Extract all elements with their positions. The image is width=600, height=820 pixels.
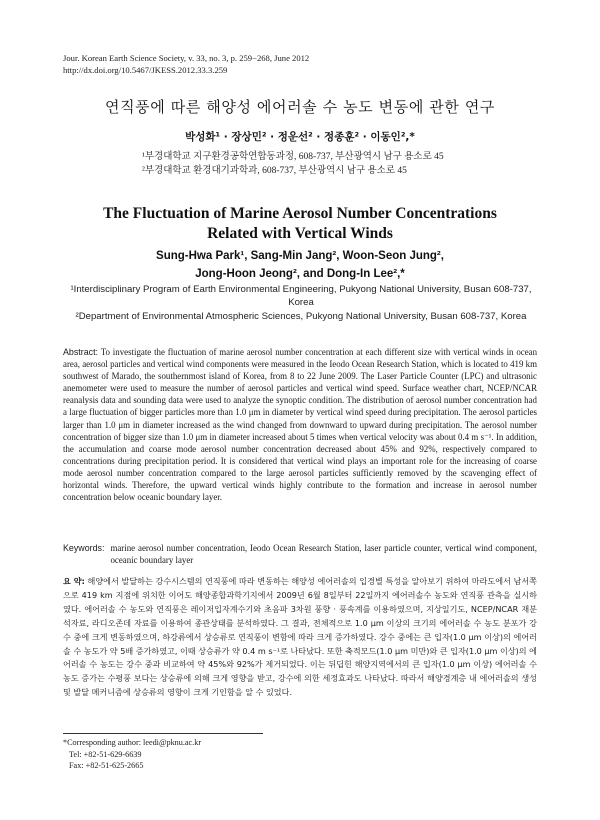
fax: Fax: +82-51-625-2665 [69, 761, 144, 771]
english-authors-line-2: Jong-Hoon Jeong², and Dong-In Lee²,* [195, 268, 405, 280]
english-authors [0, 247, 600, 283]
english-affiliation-2: ²Department of Environmental Atmospheric Sciences, Pukyong National University, Busan 608-737, Korea [75, 311, 527, 322]
abstract-label: Abstract: [63, 347, 99, 357]
korean-authors: 박성화¹ · 장상민² · 정운선² · 정종훈² · 이동인²,* [185, 131, 415, 143]
english-title [0, 204, 600, 244]
korean-abstract-text: 해양에서 발달하는 강수시스템의 연직풍에 따라 변동하는 해양성 에어러솔의 입경별 특성을 알아보기 위하여 마라도에서 남서쪽으로 419 km 지점에 위치한 이어도 해양종합과학기지에서 2009년 6월 8일부터 22일까지 에어러솔수 농도와 연직풍 관측을 실시하였다. 에어러솔 수 농도와 연직풍은 레이저입자계수기와 초음파 3차원 풍향 · 풍속계를 이용하였으며, 지상일기도, NCEP/NCAR 재분석자료, 라디오존데 자료를 이용하여 종관상태를 분석하였다. 그 결과, 전체적으로 1.0 μm 이상의 크기의 에어러솔 수 농도 분포가 강수 중에 크게 변동하였으며, 하강류에서 상승류로 연직풍이 변함에 따라 크게 증가하였다. 강수 중에는 큰 입자(1.0 μm 이상)의 에어러솔 수 농도가 약 5배 증가하였고, 이때 상승류가 약 0.4 m s⁻¹로 나타났다. 또한 축적모드(1.0 μm 미만)와 큰 입자(1.0 μm 이상)의 에어러솔 수 농도는 강수 중과 비교하여 약 45%와 92%가 제거되었다. 이는 뒤딥힌 해양지역에서의 큰 입자(1.0 μm 이상) 에어러솔 수 농도 증가는 수평풍 보다는 상승류에 의해 크게 영향을 받고, 강수에 의한 세정효과도 나타났다. 따라서 해양경계층 내 에어러솔의 생성 및 발달 메커니즘에 상승류의 영향이 크게 기인함을 알 수 있었다. [63, 576, 538, 698]
corresponding-author: *Corresponding author: leedi@pknu.ac.kr [63, 738, 202, 747]
korean-abstract [63, 575, 537, 700]
korean-affiliations [142, 150, 444, 178]
korean-abstract-label: 요 약: [63, 576, 85, 586]
korean-title: 연직풍에 따른 해양성 에어러솔 수 농도 변동에 관한 연구 [104, 98, 496, 116]
footnote-divider [63, 733, 263, 734]
english-title-line-1: The Fluctuation of Marine Aerosol Number Concentrations [103, 205, 497, 222]
keywords [63, 542, 537, 566]
telephone: Tel: +82-51-629-6639 [69, 749, 142, 759]
korean-affiliation-2: ²부경대학교 환경대기과학과, 608-737, 부산광역시 남구 용소로 45 [142, 166, 407, 176]
abstract-text: To investigate the fluctuation of marine aerosol number concentration at each different size with vertical winds in ocean area, aerosol particles and vertical wind components were measured in the Ieodo Ocean Research Station, which is located to 419 km southwest of Marado, the southernmost island of Korea, from 8 to 22 June 2009. The Laser Particle Counter (LPC) and ultrasonic anemometer were used to measure the number of aerosol particles and vertical wind speed. Surface weather chart, NCEP/NCAR reanalysis data and sounding data were used to analyze the synoptic condition. The distribution of aerosol number concentration had a large fluctuation of bigger particles more than 1.0 μm in diameter by vertical wind speed during precipitation. The aerosol particles larger than 1.0 μm in diameter increased as the wind changed from downward to upward during precipitation. The aerosol number concentration of bigger size than 1.0 μm in diameter increased about 5 times when vertical velocity was about 0.4 m s⁻¹. In addition, the accumulation and coarse mode aerosol number concentration decreased about 45% and 92%, respectively compared to concentrations during precipitation period. It is considered that vertical wind plays an important role for the increasing of coarse mode aerosol number concentration compared to the large aerosol particles sufficiently removed by the scavenging effect of horizontal winds. Therefore, the upward vertical winds highly contribute to the formation and increase in aerosol number concentration below oceanic boundary layer. [63, 347, 538, 503]
english-authors-line-1: Sung-Hwa Park¹, Sang-Min Jang², Woon-Seon Jung², [156, 250, 444, 262]
korean-affiliation-1: ¹부경대학교 지구환경공학연합동과정, 608-737, 부산광역시 남구 용소로 45 [142, 152, 444, 162]
english-title-line-2: Related with Vertical Winds [207, 225, 393, 242]
journal-header [63, 52, 309, 76]
english-affiliations [60, 283, 542, 324]
english-affiliation-1: ¹Interdisciplinary Program of Earth Environmental Engineering, Pukyong National University, Busan 608-737, Korea [70, 284, 532, 308]
footnote [63, 737, 201, 772]
english-abstract [63, 346, 537, 503]
keywords-label: Keywords: [63, 543, 105, 553]
journal-citation: Jour. Korean Earth Science Society, v. 33, no. 3, p. 259−268, June 2012 [63, 53, 310, 63]
doi-link[interactable]: http://dx.doi.org/10.5467/JKESS.2012.33.3.259 [63, 65, 228, 75]
keywords-text: marine aerosol number concentration, Ieodo Ocean Research Station, laser particle counter, vertical wind component, oceanic boundary layer [110, 543, 537, 566]
